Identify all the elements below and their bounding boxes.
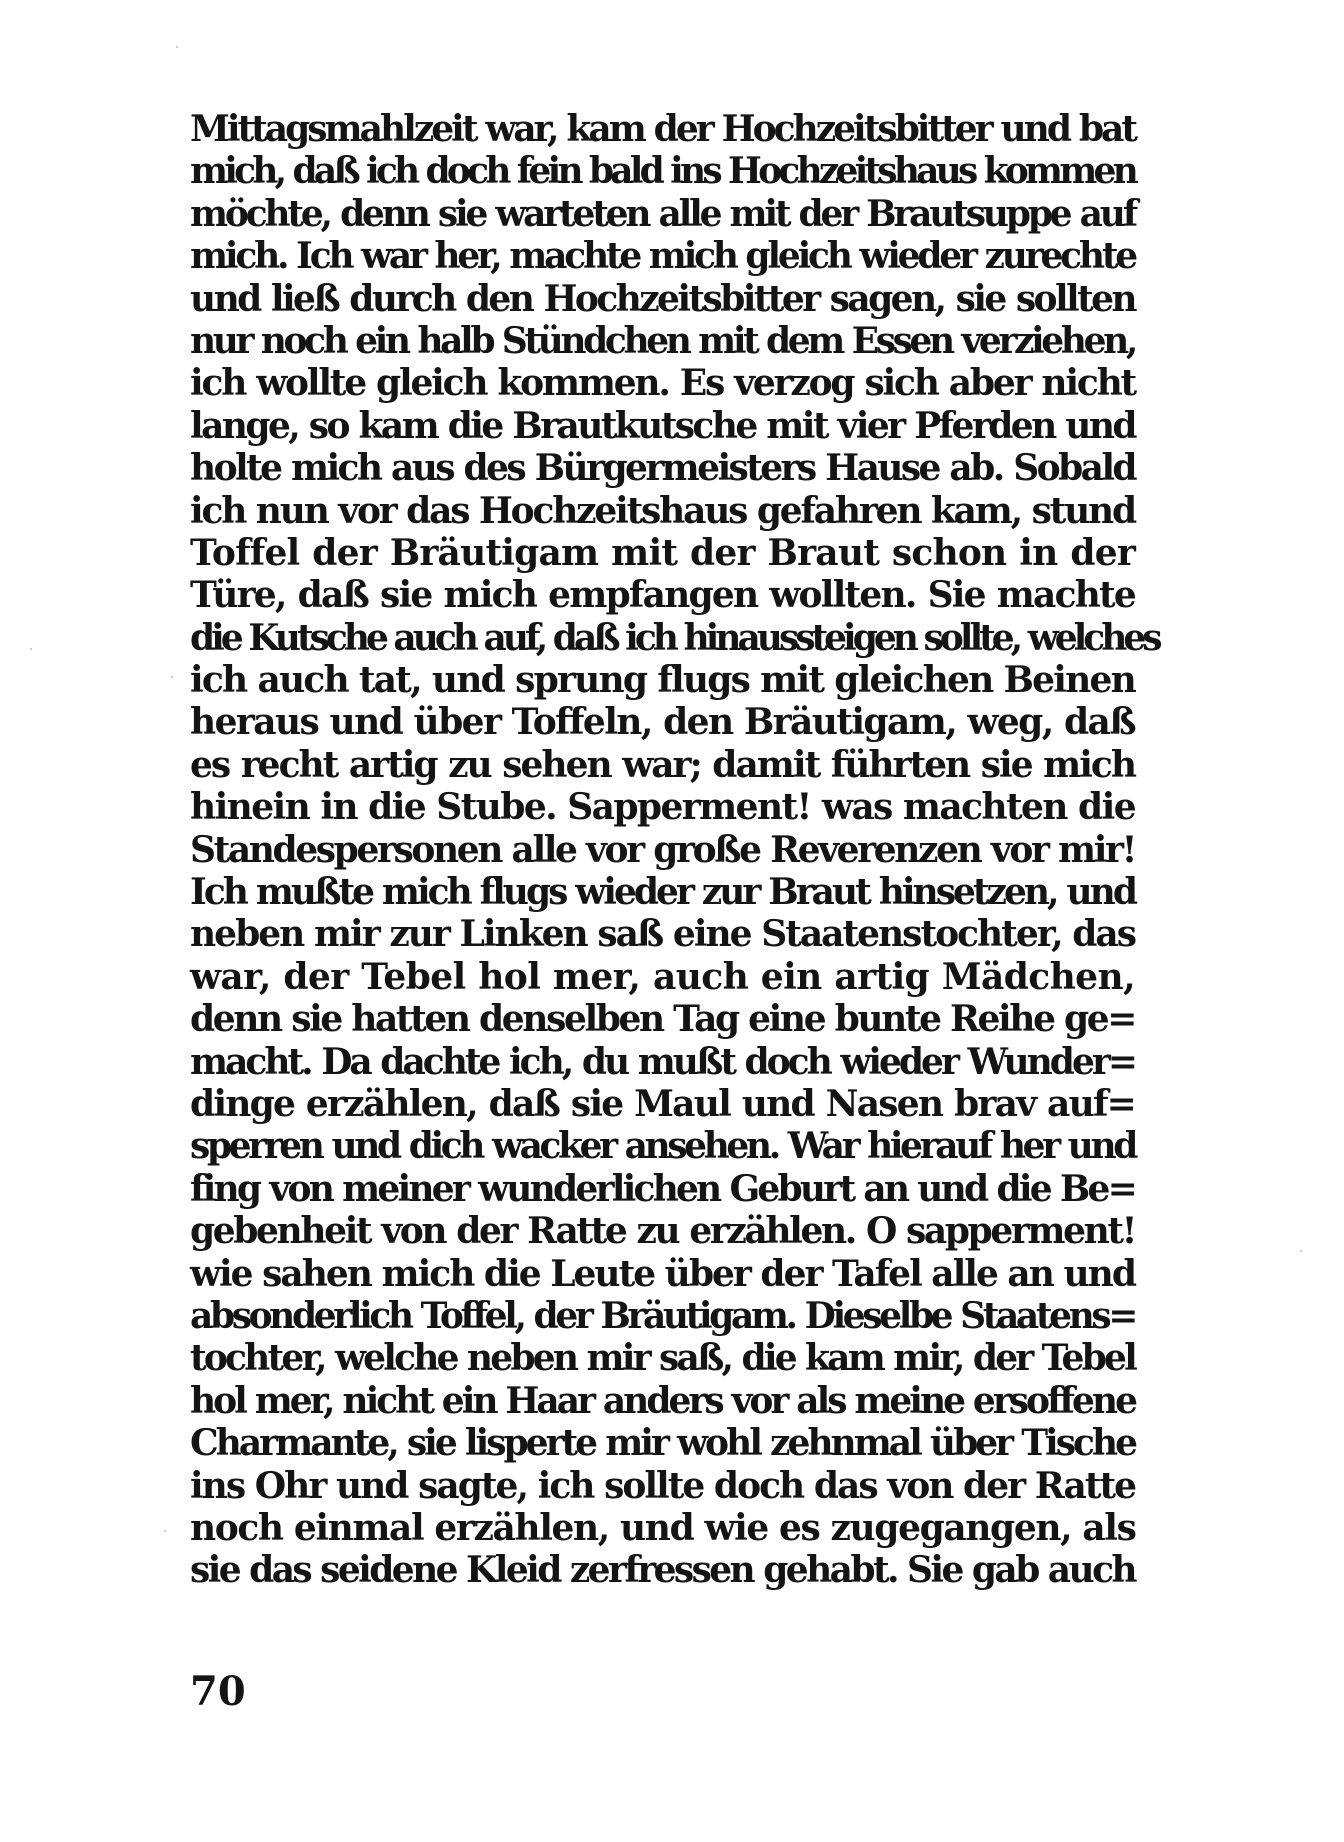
text-line: ich wollte gleich kommen. Es verzog sich aber nicht: [190, 362, 1135, 405]
text-line: hol mer, nicht ein Haar anders vor als meine ersoffene: [190, 1379, 1135, 1422]
scan-speck: [176, 46, 178, 48]
text-line: es recht artig zu sehen war; damit führten sie mich: [190, 743, 1135, 786]
text-line: fing von meiner wunderlichen Geburt an und die Be=: [190, 1167, 1135, 1210]
body-text: [190, 108, 1159, 1592]
text-line: und ließ durch den Hochzeitsbitter sagen, sie sollten: [190, 277, 1135, 320]
text-line: ins Ohr und sagte, ich sollte doch das von der Ratte: [190, 1464, 1135, 1507]
text-line: möchte, denn sie warteten alle mit der Brautsuppe auf: [190, 192, 1135, 235]
text-line: die Kutsche auch auf, daß ich hinaussteigen sollte, welches: [190, 616, 1159, 659]
text-line: noch einmal erzählen, und wie es zugegangen, als: [190, 1506, 1136, 1549]
scan-speck: [30, 648, 32, 650]
text-line: mich. Ich war her, machte mich gleich wieder zurechte: [190, 235, 1135, 278]
text-line: Türe, daß sie mich empfangen wollten. Sie machte: [190, 574, 1135, 617]
text-line: mich, daß ich doch fein bald ins Hochzeitshaus kommen: [190, 150, 1135, 193]
text-line: holte mich aus des Bürgermeisters Hause ab. Sobald: [190, 447, 1135, 490]
scan-speck: [1300, 1250, 1302, 1252]
text-line: war, der Tebel hol mer, auch ein artig Mädchen,: [190, 955, 1135, 998]
text-line: absonderlich Toffel, der Bräutigam. Dieselbe Staatens=: [190, 1294, 1135, 1337]
scan-speck: [164, 1530, 166, 1532]
text-line: lange, so kam die Brautkutsche mit vier Pferden und: [190, 404, 1135, 447]
text-line: hinein in die Stube. Sapperment! was machten die: [190, 786, 1135, 829]
text-line: sperren und dich wacker ansehen. War hierauf her und: [190, 1125, 1135, 1168]
text-line: Charmante, sie lisperte mir wohl zehnmal über Tische: [190, 1422, 1135, 1465]
text-line: wie sahen mich die Leute über der Tafel alle an und: [190, 1252, 1135, 1295]
page-number: 70: [190, 1668, 246, 1715]
text-line: heraus und über Toffeln, den Bräutigam, weg, daß: [190, 701, 1135, 744]
text-line: dinge erzählen, daß sie Maul und Nasen brav auf=: [190, 1082, 1135, 1125]
text-line: sie das seidene Kleid zerfressen gehabt. Sie gab auch: [190, 1549, 1135, 1592]
scan-speck: [171, 676, 173, 678]
text-line: gebenheit von der Ratte zu erzählen. O sapperment!: [190, 1210, 1135, 1253]
text-line: ich nun vor das Hochzeitshaus gefahren kam, stund: [190, 489, 1135, 532]
text-line: Toffel der Bräutigam mit der Braut schon in der: [190, 531, 1135, 574]
text-line: macht. Da dachte ich, du mußt doch wieder Wunder=: [190, 1040, 1135, 1083]
text-line: Ich mußte mich flugs wieder zur Braut hinsetzen, und: [190, 871, 1135, 914]
text-line: ich auch tat, und sprung flugs mit gleichen Beinen: [190, 659, 1135, 702]
text-line: nur noch ein halb Stündchen mit dem Essen verziehen,: [190, 319, 1135, 362]
text-line: tochter, welche neben mir saß, die kam mir, der Tebel: [190, 1337, 1135, 1380]
text-line: Standespersonen alle vor große Reverenzen vor mir!: [190, 828, 1135, 871]
text-line: denn sie hatten denselben Tag eine bunte Reihe ge=: [190, 998, 1135, 1041]
text-line: Mittagsmahlzeit war, kam der Hochzeitsbitter und bat: [190, 108, 1135, 150]
text-line: neben mir zur Linken saß eine Staatenstochter, das: [190, 913, 1135, 956]
